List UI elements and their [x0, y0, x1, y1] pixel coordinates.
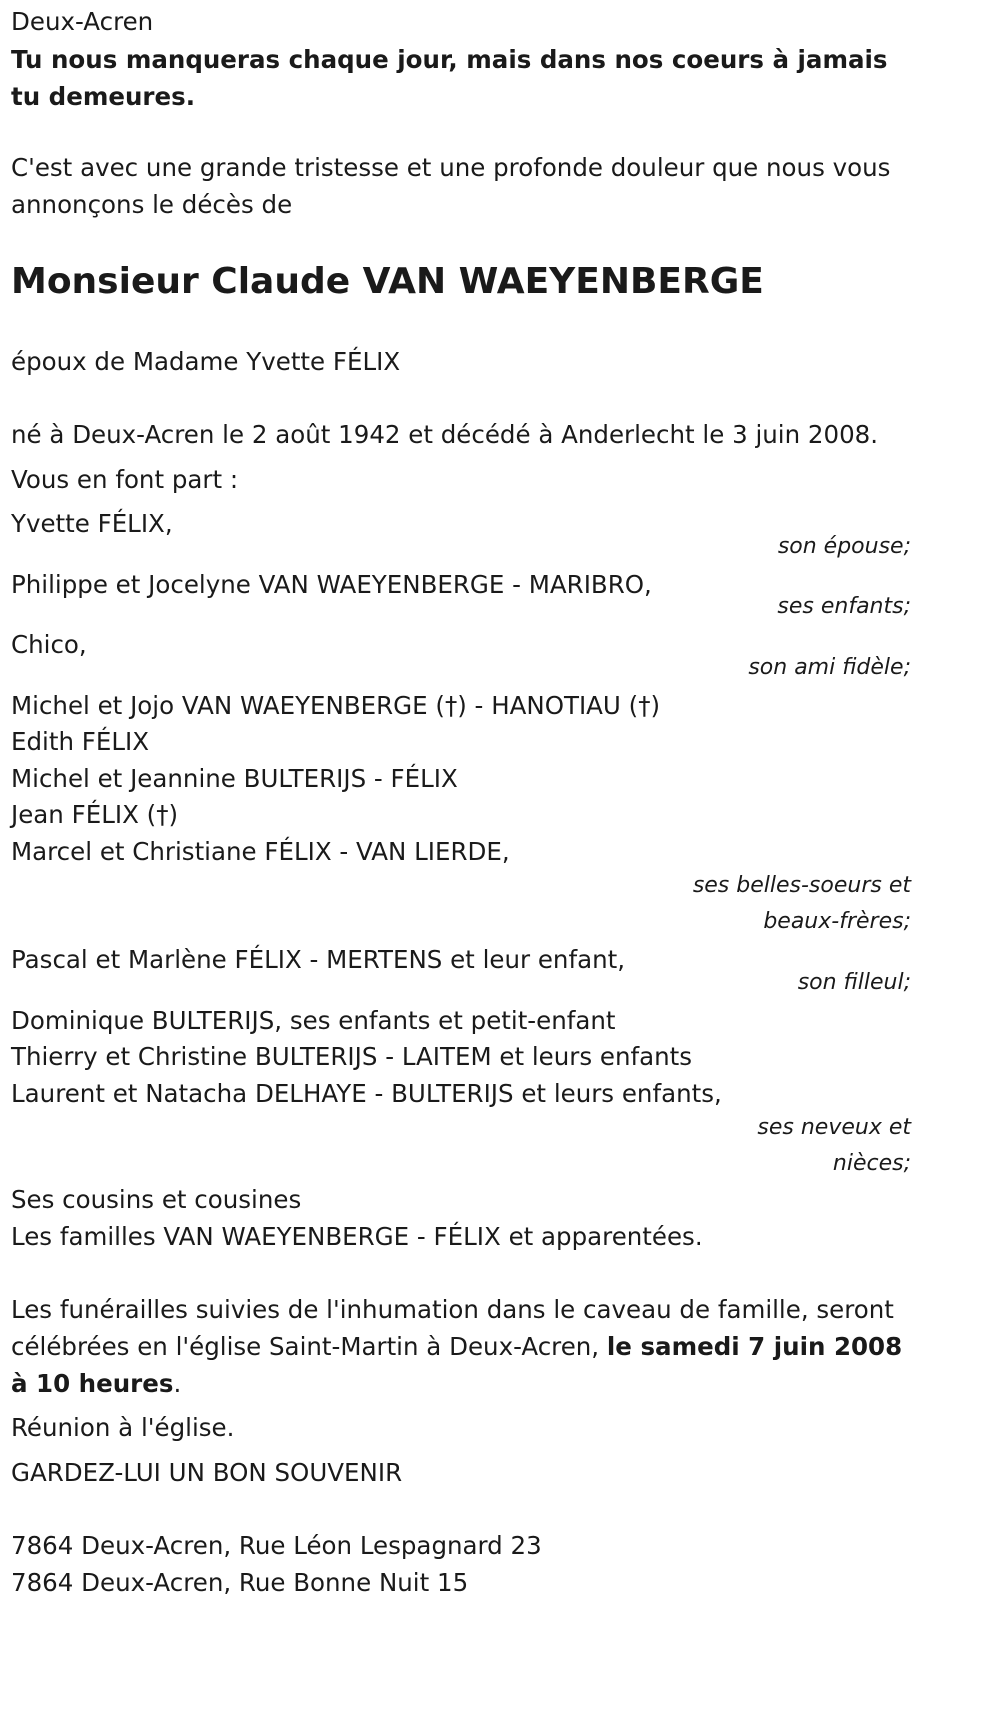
motto: Tu nous manqueras chaque jour, mais dans nos coeurs à jamais tu demeures. [11, 44, 888, 111]
family-group [11, 1003, 991, 1183]
address-line: 7864 Deux-Acren, Rue Léon Lespagnard 23 [11, 1531, 542, 1560]
announce-line: Vous en font part : [11, 464, 239, 494]
relation-label: son ami fidèle; [748, 654, 911, 680]
family-name-line: Chico, [11, 630, 87, 659]
cousins-line: Ses cousins et cousines [11, 1185, 302, 1214]
family-name-line: Pascal et Marlène FÉLIX - MERTENS et leur enfant, [11, 945, 626, 974]
family-group [11, 506, 991, 565]
relation-label: nièces; [832, 1151, 911, 1176]
family-name-line: Laurent et Natacha DELHAYE - BULTERIJS et leurs enfants, [11, 1078, 722, 1108]
reunion-line: Réunion à l'église. [11, 1413, 235, 1442]
family-name-line: Jean FÉLIX (†) [11, 800, 179, 829]
family-name-line: Edith FÉLIX [11, 727, 149, 756]
intro-text: C'est avec une grande tristesse et une profonde douleur que nous vous annonçons le décès de [11, 152, 891, 219]
relation-label: son épouse; [777, 533, 911, 559]
family-name-line: Thierry et Christine BULTERIJS - LAITEM et leurs enfants [11, 1042, 693, 1071]
relation-label: beaux-frères; [763, 909, 911, 934]
family-name-line: Dominique BULTERIJS, ses enfants et petit-enfant [11, 1005, 616, 1035]
relation-label: ses enfants; [777, 594, 911, 619]
family-group [11, 627, 991, 686]
relation-label: ses neveux et [757, 1115, 911, 1140]
family-name-line: Yvette FÉLIX, [11, 509, 173, 538]
place-header: Deux-Acren [11, 7, 154, 36]
funeral-end: . [173, 1369, 182, 1398]
deceased-name: Monsieur Claude VAN WAEYENBERGE [11, 260, 764, 302]
spouse-line: époux de Madame Yvette FÉLIX [11, 346, 401, 376]
birth-death-line: né à Deux-Acren le 2 août 1942 et décédé à Anderlecht le 3 juin 2008. [11, 420, 879, 449]
family-name-line: Marcel et Christiane FÉLIX - VAN LIERDE, [11, 836, 510, 866]
funeral-date: le samedi 7 juin 2008 à 10 heures [11, 1332, 903, 1398]
family-name-line: Michel et Jeannine BULTERIJS - FÉLIX [11, 763, 458, 793]
family-group [11, 688, 991, 941]
family-group [11, 567, 991, 626]
relation-label: son filleul; [797, 969, 911, 995]
funeral-paragraph [11, 1291, 911, 1402]
address-line: 7864 Deux-Acren, Rue Bonne Nuit 15 [11, 1567, 469, 1597]
funeral-text: Les funérailles suivies de l'inhumation dans le caveau de famille, seront célébrées en l'église Saint-Martin à Deux-Acren, [11, 1295, 894, 1361]
family-group [11, 942, 991, 1001]
family-name-line: Philippe et Jocelyne VAN WAEYENBERGE - MARIBRO, [11, 569, 652, 599]
souvenir-line: GARDEZ-LUI UN BON SOUVENIR [11, 1457, 403, 1487]
families-line: Les familles VAN WAEYENBERGE - FÉLIX et apparentées. [11, 1221, 703, 1251]
family-name-line: Michel et Jojo VAN WAEYENBERGE (†) - HANOTIAU (†) [11, 690, 661, 720]
relation-label: ses belles-soeurs et [692, 873, 911, 898]
obituary-page [0, 4, 991, 1601]
